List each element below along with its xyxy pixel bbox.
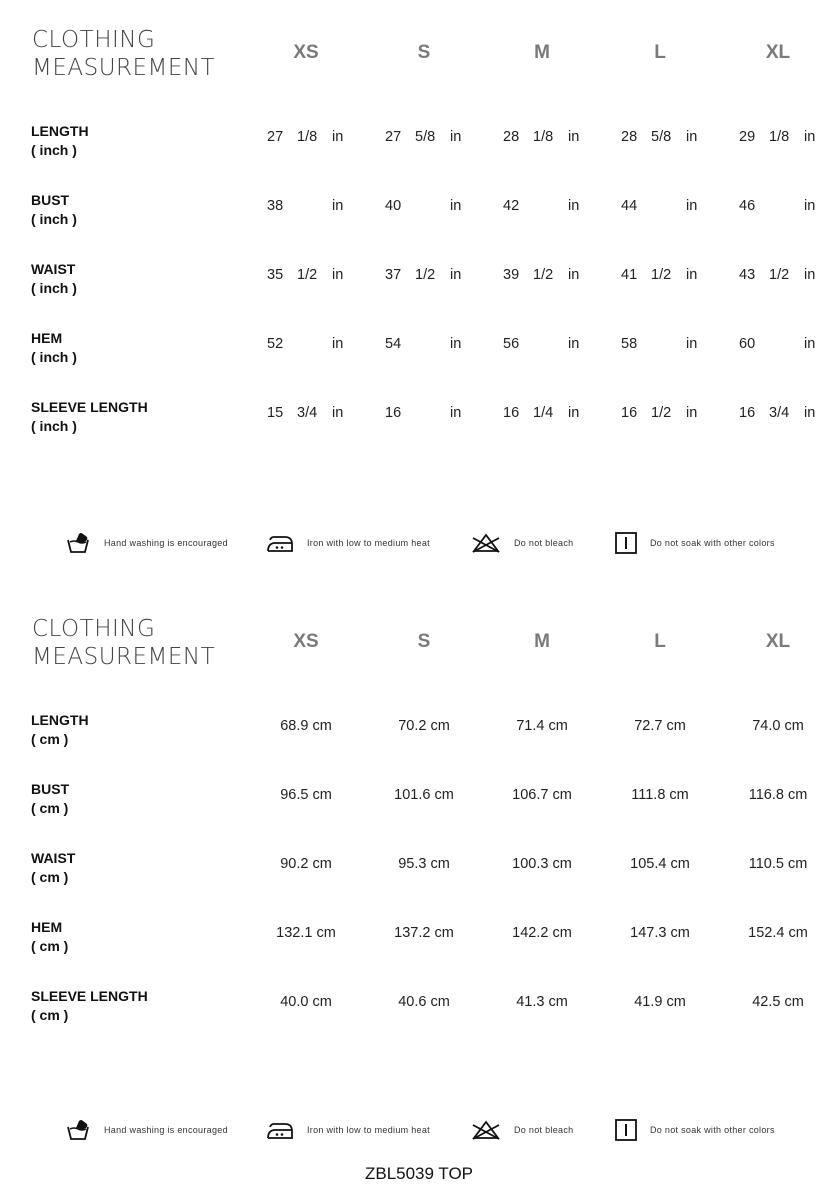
whole-value: 27 (385, 129, 402, 145)
measurement-cell: 41.3 cm (516, 994, 568, 1010)
unit-label: ( cm ) (31, 731, 69, 747)
row-label (31, 329, 77, 367)
whole-value: 60 (739, 336, 756, 352)
measurement-cell: 72.7 cm (634, 718, 686, 734)
size-header-xs: XS (293, 631, 319, 652)
measurement-cell: 40.6 cm (398, 994, 450, 1010)
fraction-value: 1/2 (651, 267, 672, 283)
care-item (66, 1115, 228, 1145)
fraction-value: 1/8 (533, 129, 554, 145)
measurement-cell: 132.1 cm (276, 925, 336, 941)
measurement-cell: 74.0 cm (752, 718, 804, 734)
measurement-cell: 70.2 cm (398, 718, 450, 734)
unit-value: in (686, 336, 698, 352)
size-header-s: S (417, 42, 431, 63)
fraction-value: 1/2 (533, 267, 554, 283)
fraction-value: 5/8 (651, 129, 672, 145)
whole-value: 46 (739, 198, 756, 214)
title-line-2: MEASUREMENT (32, 55, 216, 81)
iron-low-heat-icon (265, 1119, 295, 1141)
whole-value: 39 (503, 267, 520, 283)
row-label (31, 780, 69, 818)
measurement-cell: 96.5 cm (280, 787, 332, 803)
measurement-cell: 95.3 cm (398, 856, 450, 872)
whole-value: 15 (267, 405, 284, 421)
unit-value: in (332, 267, 344, 283)
measurement-name: SLEEVE LENGTH (31, 988, 148, 1004)
care-item (614, 528, 775, 558)
unit-value: in (568, 129, 580, 145)
title-line-1: CLOTHING (32, 616, 156, 642)
fraction-value: 1/2 (297, 267, 318, 283)
care-item (614, 1115, 775, 1145)
whole-value: 43 (739, 267, 756, 283)
care-text: Do not soak with other colors (650, 538, 775, 548)
whole-value: 28 (503, 129, 520, 145)
unit-value: in (568, 336, 580, 352)
size-header-xl: XL (765, 42, 791, 63)
hand-wash-icon (66, 1118, 92, 1142)
unit-value: in (804, 267, 816, 283)
measurement-cell: 90.2 cm (280, 856, 332, 872)
care-text: Do not bleach (514, 538, 574, 548)
unit-label: ( inch ) (31, 142, 77, 158)
unit-value: in (686, 129, 698, 145)
measurement-cell: 100.3 cm (512, 856, 572, 872)
hand-wash-icon (66, 531, 92, 555)
unit-value: in (804, 405, 816, 421)
unit-value: in (450, 336, 462, 352)
measurement-name: BUST (31, 192, 70, 208)
no-bleach-icon (470, 532, 502, 554)
measurement-name: HEM (31, 919, 63, 935)
whole-value: 52 (267, 336, 284, 352)
size-header-l: L (654, 631, 666, 652)
fraction-value: 1/2 (415, 267, 436, 283)
unit-value: in (686, 267, 698, 283)
whole-value: 28 (621, 129, 638, 145)
unit-value: in (568, 198, 580, 214)
unit-label: ( inch ) (31, 349, 77, 365)
unit-value: in (332, 129, 344, 145)
row-label (31, 711, 89, 749)
whole-value: 44 (621, 198, 638, 214)
unit-value: in (804, 336, 816, 352)
unit-value: in (568, 405, 580, 421)
measurement-cell: 142.2 cm (512, 925, 572, 941)
fraction-value: 5/8 (415, 129, 436, 145)
whole-value: 16 (621, 405, 638, 421)
fraction-value: 1/8 (769, 129, 790, 145)
unit-label: ( inch ) (31, 280, 77, 296)
whole-value: 37 (385, 267, 402, 283)
care-text: Iron with low to medium heat (307, 538, 430, 548)
fraction-value: 1/4 (533, 405, 554, 421)
care-text: Iron with low to medium heat (307, 1125, 430, 1135)
fraction-value: 3/4 (769, 405, 790, 421)
row-label (31, 398, 148, 436)
measurement-cell: 42.5 cm (752, 994, 804, 1010)
row-label (31, 987, 148, 1025)
no-soak-icon (614, 1118, 638, 1142)
unit-label: ( cm ) (31, 938, 69, 954)
size-header-xl: XL (765, 631, 791, 652)
unit-label: ( inch ) (31, 418, 77, 434)
unit-value: in (450, 129, 462, 145)
row-label (31, 849, 75, 887)
measurement-name: HEM (31, 330, 63, 346)
unit-value: in (450, 267, 462, 283)
size-header-m: M (534, 42, 550, 63)
whole-value: 56 (503, 336, 520, 352)
unit-value: in (686, 198, 698, 214)
no-bleach-icon (470, 1119, 502, 1141)
whole-value: 41 (621, 267, 638, 283)
fraction-value: 1/2 (651, 405, 672, 421)
unit-label: ( inch ) (31, 211, 77, 227)
unit-value: in (450, 405, 462, 421)
unit-label: ( cm ) (31, 1007, 69, 1023)
whole-value: 16 (739, 405, 756, 421)
unit-value: in (686, 405, 698, 421)
unit-value: in (332, 405, 344, 421)
unit-value: in (804, 129, 816, 145)
care-instructions (0, 1115, 838, 1145)
row-label (31, 918, 68, 956)
measurement-name: LENGTH (31, 123, 89, 139)
whole-value: 16 (503, 405, 520, 421)
fraction-value: 1/8 (297, 129, 318, 145)
measurement-name: SLEEVE LENGTH (31, 399, 148, 415)
whole-value: 40 (385, 198, 402, 214)
care-item (470, 1115, 573, 1145)
row-label (31, 191, 77, 229)
unit-value: in (804, 198, 816, 214)
measurement-cell: 111.8 cm (631, 787, 689, 803)
row-label (31, 260, 77, 298)
measurement-name: LENGTH (31, 712, 89, 728)
row-label (31, 122, 89, 160)
title-line-2: MEASUREMENT (32, 644, 216, 670)
care-item (265, 528, 430, 558)
measurement-cell: 101.6 cm (394, 787, 454, 803)
whole-value: 42 (503, 198, 520, 214)
size-header-m: M (534, 631, 550, 652)
measurement-cell: 71.4 cm (516, 718, 568, 734)
measurement-cell: 68.9 cm (280, 718, 332, 734)
title-line-1: CLOTHING (32, 27, 156, 53)
care-text: Do not soak with other colors (650, 1125, 775, 1135)
whole-value: 35 (267, 267, 284, 283)
measurement-name: BUST (31, 781, 70, 797)
measurement-name: WAIST (31, 850, 76, 866)
size-header-xs: XS (293, 42, 319, 63)
unit-value: in (450, 198, 462, 214)
unit-value: in (332, 336, 344, 352)
unit-label: ( cm ) (31, 869, 69, 885)
care-text: Hand washing is encouraged (104, 1125, 228, 1135)
care-text: Do not bleach (514, 1125, 574, 1135)
care-item (470, 528, 573, 558)
measurement-name: WAIST (31, 261, 76, 277)
care-item (265, 1115, 430, 1145)
measurement-cell: 137.2 cm (394, 925, 454, 941)
fraction-value: 3/4 (297, 405, 318, 421)
whole-value: 27 (267, 129, 284, 145)
whole-value: 29 (739, 129, 756, 145)
section-title (32, 26, 215, 82)
whole-value: 38 (267, 198, 284, 214)
size-header-l: L (654, 42, 666, 63)
measurement-cell: 110.5 cm (748, 856, 808, 872)
measurement-cell: 40.0 cm (280, 994, 332, 1010)
unit-label: ( cm ) (31, 800, 69, 816)
whole-value: 54 (385, 336, 402, 352)
measurement-cell: 106.7 cm (512, 787, 572, 803)
no-soak-icon (614, 531, 638, 555)
care-item (66, 528, 228, 558)
section-title (32, 615, 215, 671)
measurement-cell: 41.9 cm (634, 994, 686, 1010)
measurement-cell: 105.4 cm (630, 856, 690, 872)
unit-value: in (332, 198, 344, 214)
whole-value: 16 (385, 405, 402, 421)
care-instructions (0, 528, 838, 558)
size-header-s: S (417, 631, 431, 652)
iron-low-heat-icon (265, 532, 295, 554)
measurement-cell: 116.8 cm (748, 787, 808, 803)
care-text: Hand washing is encouraged (104, 538, 228, 548)
measurement-cell: 152.4 cm (748, 925, 808, 941)
fraction-value: 1/2 (769, 267, 790, 283)
unit-value: in (568, 267, 580, 283)
product-code: ZBL5039 TOP (364, 1164, 474, 1183)
measurement-cell: 147.3 cm (630, 925, 690, 941)
whole-value: 58 (621, 336, 638, 352)
